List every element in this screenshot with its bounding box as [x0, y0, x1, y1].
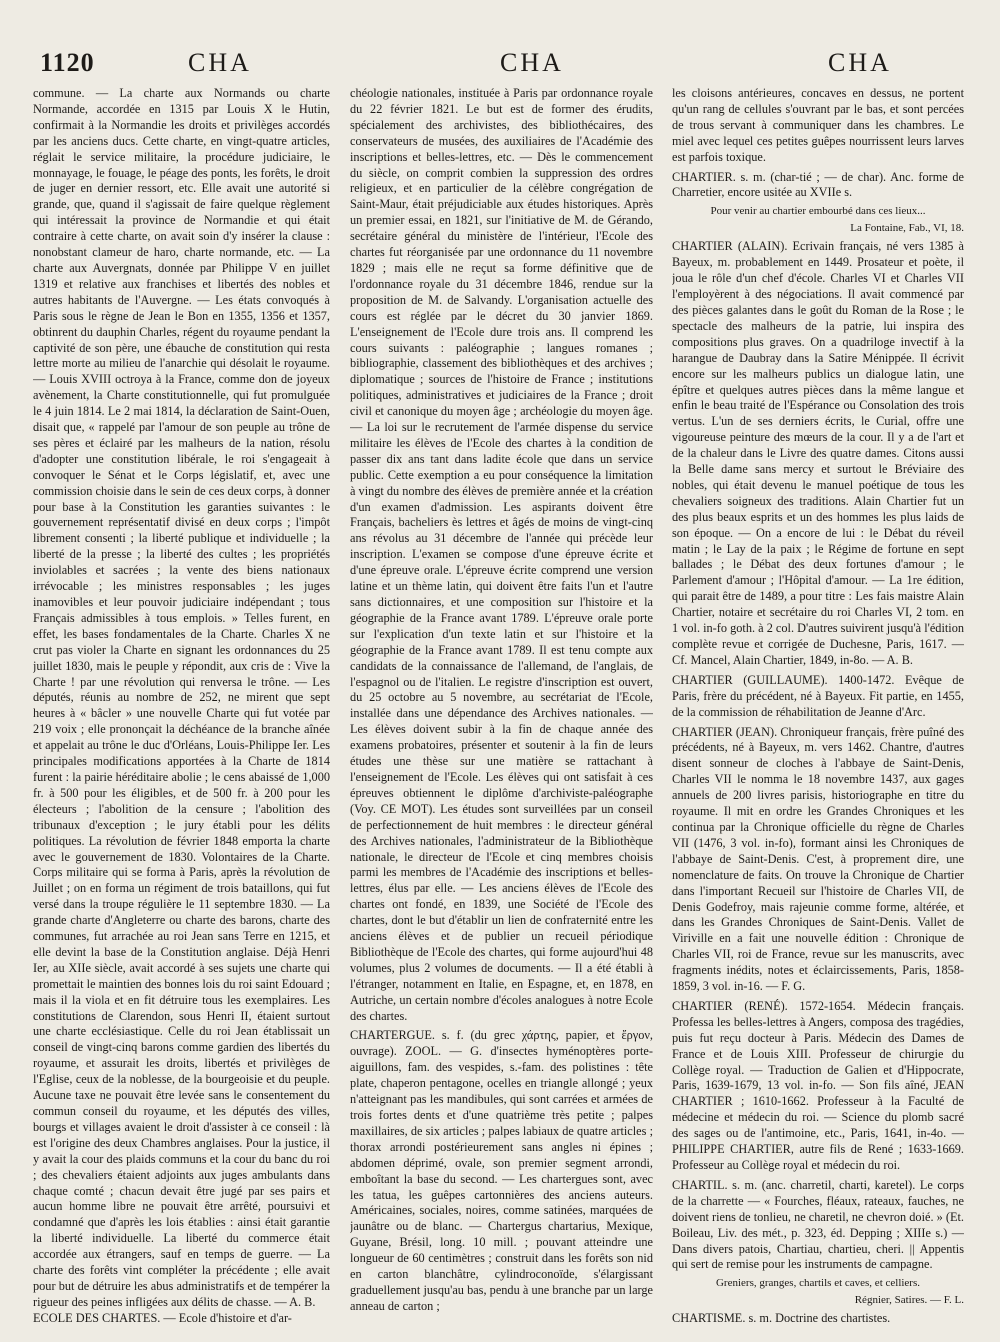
- chartergue-entry: CHARTERGUE. s. f. (du grec χάρτης, papier, et ἔργον, ouvrage). ZOOL. — G. d'insectes hyménoptères porte-aiguillons, fam. des vespides, s.-fam. des polistines : tête plate, chaperon pentagone, ocelles en triangle allongé ; yeux n'atteignant pas les mandibules, qui sont carrées et armées de trois fortes dents et d'une quatrième très petite ; palpes maxillaires, de six articles ; palpes labiaux de quatre articles ; thorax arrondi postérieurement sans angles ni épines ; abdomen déprimé, ovale, son premier segment arrondi, emboîtant la base du second. — Les chartergues sont, avec les tatua, les guêpes cartonnières des anciens auteurs. Américaines, sociales, noires, comme satinées, marquées de jaunâtre ou de blanc. — Chartergus chartarius, Mexique, Guyane, Brésil, long. 10 mill. ; pouvant atteindre une longueur de 60 centimètres ; construit dans les forêts son nid en carton blanchâtre, cylindroconoïde, s'élargissant graduellement jusqu'au bas, pendu à une branche par un large anneau de carton ;: [350, 1028, 653, 1313]
- chartier-guillaume-entry: CHARTIER (GUILLAUME). 1400-1472. Evêque de Paris, frère du précédent, né à Bayeux. Fit partie, en 1455, de la commission de réhabilitation de Jeanne d'Arc.: [672, 672, 964, 719]
- chartier-rene-entry: CHARTIER (RENÉ). 1572-1654. Médecin français. Professa les belles-lettres à Angers, composa des tragédies, puis fut reçu docteur à Paris. Médecin des Dames de France et de Louis XIII. Professeur de chirurgie du Collège royal. — Traduction de Galien et d'Hippocrate, Paris, 1639-1679, 13 vol. in-fo. — Son fils aîné, JEAN CHARTIER ; 1610-1662. Professeur à la Faculté de médecine et médecin du roi. — Science du plomb sacré des sages ou de l'antimoine, etc., Paris, 1641, in-4o. — PHILIPPE CHARTIER, autre fils de René ; 1633-1669. Professeur au Collège royal et médecin du roi.: [672, 998, 964, 1172]
- chartisme-entry: CHARTISME. s. m. Doctrine des chartistes.: [672, 1311, 891, 1326]
- la-fontaine-quote-source: La Fontaine, Fab., VI, 18.: [850, 222, 964, 235]
- running-head-center: CHA: [500, 48, 564, 77]
- chartergue-entry-end: les cloisons antérieures, concaves en dessus, ne portent qu'un rang de cellules s'ouvrant par le bas, et sont percées de trous servant à communiquer dans les chambres. Le miel avec lequel ces petites guêpes nourrissent leurs larves est parfois toxique.: [672, 86, 964, 164]
- chartier-jean-entry: CHARTIER (JEAN). Chroniqueur français, frère puîné des précédents, né à Bayeux, m. vers 1462. Chantre, d'autres disent sonneur de cloches à l'abbaye de Saint-Denis, Charles VII le nomma le 18 novembre 1437, aux gages annuels de 200 livres parisis, historiographe en titre du royaume. Il mit en ordre les Grandes Chroniques et les continua par la Chronique officielle du règne de Charles VII (1476, 3 vol. in-fo), formant ainsi les Chroniques de l'abbaye de Saint-Denis. C'est, à proprement dire, une nomenclature de faits. On trouve la Chronique de Chartier dans l'important Recueil sur l'histoire de Charles VII, de Denis Godefroy, mais rajeunie comme forme, altérée, et dans les Grandes Chroniques de Saint-Denis. Vallet de Viriville en a fait une nouvelle édition : Chronique de Charles VII, roi de France, revue sur les manuscrits, avec fragments inédits, notes et éclaircissements, Paris, 1858-1859, 3 vol. in-16. — F. G.: [672, 724, 964, 994]
- regnier-quote: Greniers, granges, chartils et caves, et celliers.: [715, 1277, 921, 1290]
- running-head-right: CHA: [828, 48, 892, 77]
- column-2: [350, 86, 653, 1326]
- regnier-quote-source: Régnier, Satires. — F. L.: [854, 1294, 964, 1307]
- running-head-left: CHA: [188, 48, 252, 77]
- chartier-alain-entry: CHARTIER (ALAIN). Ecrivain français, né vers 1385 à Bayeux, m. probablement en 1449. Prosateur et poète, il joua le rôle d'un chef d'école. Charles VI et Charles VII l'employèrent à des négociations. Il avait commencé par des pièces galantes dans le goût du Roman de la Rose ; le spectacle des malheurs de la patrie, lui inspira des compositions plus graves. On a quadriloge invectif à la harangue de Daubray dans la Satire Ménippée. Il écrivit encore sur les malheurs publics un dialogue latin, une épître et quelques autres pièces dans la même langue et enfin le beau traité de l'Espérance ou Consolation des trois vertus. L'un de ses derniers écrits, le Curial, offre une vigoureuse peinture des mœurs de la cour. Il y a de l'art et de la chaleur dans le Livre des quatre dames. Citons aussi la Belle dame sans mercy et surtout le Bréviaire des nobles, qui était devenu le manuel poétique de tous les chevaliers soigneux des traditions. Alain Chartier fut un des plus beaux esprits et un des hommes les plus laids de son époque. — On a encore de lui : le Débat du réveil matin ; le Lay de la paix ; le Régime de fortune en sept ballades ; le Débat des deux fortunes d'amour ; le Parlement d'amour ; l'Hôpital d'amour. — La 1re édition, qui parait être de 1489, a pour titre : Les fais maistre Alain Chartier, notaire et secrétaire du roi Charles VI, 2 tom. en 1 vol. in-fo goth. à 2 col. D'autres suivirent jusqu'à l'édition complète revue et corrigée de Duchesne, Paris, 1617. — Cf. Mancel, Alain Chartier, 1849, in-8o. — A. B.: [672, 239, 964, 667]
- chartier-noun-entry: CHARTIER. s. m. (char-tié ; — de char). Anc. forme de Charretier, encore usitée au XVIIe s.: [672, 169, 964, 200]
- chartil-entry: CHARTIL. s. m. (anc. charretil, charti, karetel). Le corps de la charrette — « Fourches, fléaux, rateaux, fauches, ne doivent riens de tonlieu, ne charetil, ne chevron doié. » (Et. Boileau, Liv. des mét., p. 323, éd. Depping ; XIIIe s.) — Dans divers patois, Chartiau, chartieu, cheri. || Appentis qui sert de remise pour les instruments de campagne.: [672, 1177, 964, 1272]
- ecole-des-chartes-entry: chéologie nationales, instituée à Paris par ordonnance royale du 22 février 1821. Le but est de former des érudits, spécialement des archivistes, des bibliothécaires, des conservateurs de musées, des auxiliaires de l'Académie des inscriptions et belles-lettres, etc. — Dès le commencement du siècle, on comprit combien la suppression des ordres religieux, et en particulier de la célèbre congrégation de Saint-Maur, était préjudiciable aux études historiques. Après un premier essai, en 1821, sur l'initiative de M. de Gérando, secrétaire général du ministère de l'intérieur, l'Ecole des chartes fut réorganisée par une ordonnance du 11 novembre 1829 ; mais elle ne reçut sa forme définitive que de l'ordonnance royale du 31 décembre 1846, rendue sur la proposition de M. de Salvandy. L'organisation actuelle des cours est réglée par le décret du 30 janvier 1869. L'enseignement de l'Ecole dure trois ans. Il comprend les cours suivants : paléographie ; langues romanes ; bibliographie, classement des bibliothèques et des archives ; diplomatique ; sources de l'histoire de France ; institutions politiques, administratives et judiciaires de la France ; droit civil et canonique du moyen âge ; archéologie du moyen âge. — La loi sur le recrutement de l'armée dispense du service militaire les élèves de l'Ecole des chartes à la condition de passer dix ans tant dans ladite école que dans un service public. Cette exemption a eu pour conséquence la limitation à vingt du nombre des élèves de première année et la création d'un examen d'admission. Les aspirants doivent être Français, bacheliers ès lettres et âgés de moins de vingt-cinq ans révolus au 31 décembre de l'année qui précède leur inscription. L'examen se compose d'une épreuve écrite et d'une épreuve orale. L'épreuve écrite comprend une version latine et un thème latin, qui doivent être faits l'un et l'autre sans dictionnaires, et une composition sur l'histoire et la géographie de la France avant 1789. L'épreuve orale porte sur l'explication d'un texte latin et sur l'histoire et la géographie de la France avant 1789. Il est tenu compte aux candidats de la connaissance de l'allemand, de l'anglais, de l'espagnol ou de l'italien. Le registre d'inscription est ouvert, du 25 octobre au 5 novembre, au secrétariat de l'Ecole, installée dans une dépendance des Archives nationales. — Les élèves doivent subir à la fin de chaque année des examens probatoires, présenter et soutenir à la fin de leurs études une thèse sur une matière se rattachant à l'enseignement de l'Ecole. Les élèves qui ont satisfait à ces épreuves obtiennent le diplôme d'archiviste-paléographe (Voy. CE MOT). Les études sont surveillées par un conseil de perfectionnement de huit membres : le directeur général des Archives nationales, l'administrateur de la Bibliothèque nationale, le directeur de l'Ecole et cinq membres choisis parmi les membres de l'Académie des inscriptions et belles-lettres, élus par elle. — Les anciens élèves de l'Ecole des chartes ont fondé, en 1839, une Société de l'Ecole des chartes, dont le but d'établir un lien de confraternité entre les anciens élèves et de publier un recueil périodique Bibliothèque de l'Ecole des chartes, qui forme aujourd'hui 48 volumes, plus 2 volumes de documents. — Il a été établi à l'étranger, notamment en Italie, en Espagne, et, en 1878, en Autriche, un certain nombre d'écoles analogues à notre Ecole des chartes.: [350, 86, 653, 1023]
- column-1: [33, 86, 330, 1326]
- page-header: [28, 44, 962, 84]
- la-fontaine-quote: Pour venir au chartier embourbé dans ces lieux...: [710, 205, 926, 218]
- column-3: [672, 86, 964, 1326]
- charte-continued-paragraph: commune. — La charte aux Normands ou charte Normande, accordée en 1315 par Louis X le Hutin, confirmait à la Normandie les droits et privilèges accordés par les anciens ducs. Cette charte, en vingt-quatre articles, réglait le service militaire, la procédure judiciaire, le monnayage, le fouage, le péage des ponts, les forêts, le droit de juger en dernier ressort, etc. Elle avait une autorité si grande, que, quand il s'agissait de faire quelque règlement qui intéressait la province de Normandie et qui était contraire à cette charte, on avait soin d'y insérer la clause : nonobstant clameur de haro, charte normande, etc. — La charte aux Auvergnats, donnée par Philippe V en juillet 1319 et relative aux franchises et libertés des nobles et autres habitants de l'Auvergne. — Les états convoqués à Paris sous le règne de Jean le Bon en 1355, 1356 et 1357, obtinrent du dauphin Charles, régent du royaume pendant la captivité de son père, une ébauche de constitution qui resta lettre morte au milieu de l'anarchie qui désolait le royaume. — Louis XVIII octroya à la France, comme don de joyeux avènement, la Charte constitutionnelle, qui fut promulguée le 4 juin 1814. Le 2 mai 1814, la déclaration de Saint-Ouen, disait que, « rappelé par l'amour de son peuple au trône de ses pères et éclairé par les malheurs de la nation, résolu d'adopter une constitution libérale, le roi s'engageait à convoquer le Sénat et le Corps législatif, et, avec une commission choisie dans le sein de ces deux corps, à donner pour base à la Constitution les garanties suivantes : le gouvernement représentatif divisé en deux corps ; l'impôt librement consenti ; la liberté publique et individuelle ; la liberté de la presse ; la liberté des cultes ; les propriétés inviolables et sacrées ; la vente des biens nationaux irrévocable ; les ministres responsables ; les juges inamovibles et leur pouvoir judiciaire indépendant ; tous Français admissibles à tous emplois. » Telles furent, en effet, les bases fondamentales de la Charte. Charles X ne crut pas violer la Charte en signant les ordonnances du 25 juillet 1830, mais le peuple y répondit, aux cris de : Vive la Charte ! par une révolution qui renversa le trône. — Les députés, réunis au nombre de 252, ne mirent que sept heures à « bâcler » une nouvelle Charte qui fut votée par 219 voix ; elle prononçait la déchéance de la branche aînée et appelait au trône le duc d'Orléans, Louis-Philippe Ier. Les principales modifications apportées à la Charte de 1814 furent : la pairie héréditaire abolie ; le cens abaissé de 1,000 fr. à 500 pour les éligibles, et de 500 fr. à 200 pour les électeurs ; l'abolition de la censure ; l'abolition des tribunaux d'exception ; le jury établi pour les délits politiques. La révolution de février 1848 emporta la charte avec le gouvernement de 1830. Volontaires de la Charte. Corps militaire qui se forma à Paris, après la révolution de Juillet ; on en forma un régiment de trois bataillons, qui fut versé dans la troupe régulière le 11 septembre 1830. — La grande charte d'Angleterre ou charte des barons, charte des communes, fut arrachée au roi Jean sans Terre en 1215, et elle devint la base de la Constitution anglaise. Déjà Henri Ier, au XIIe siècle, avait accordé à ses sujets une charte qui promettait le maintien des bonnes lois du roi saint Edouard ; mais il la viola et en fit détruire tous les exemplaires. Les constitutions de Clarendon, sous Henri II, étaient surtout une charte ecclésiastique. Celle du roi Jean établissait un conseil de vingt-cinq barons comme gardien des libertés du royaume, et assurait les droits, libertés et privilèges de l'Eglise, ceux de la noblesse, de la bourgeoisie et du peuple. Aucune taxe ne pouvait être levée sans le consentement du commun conseil du royaume, et les députés des villes, bourgs et villages avaient le droit d'assister à ce conseil : là est l'origine des deux Chambres anglaises. Pour la justice, il y avait la cour des plaids communs et la cour du banc du roi ; des chevaliers étaient adjoints aux juges ambulants dans chaque comté ; chacun devait être jugé par ses pairs et aucun homme libre ne pouvait être arrêté, poursuivi et condamné que d'après les lois établies : ainsi était garantie la liberté individuelle. La liberté du commerce était accordée aux étrangers, sauf en temps de guerre. — La charte des forêts vint compléter la précédente ; elle avait pour but de détruire les abus administratifs et de tempérer la rigueur des peines infligées aux délits de chasse. — A. B.: [33, 86, 330, 1309]
- ecole-des-chartes-entry-start: ECOLE DES CHARTES. — Ecole d'histoire et d'ar-: [33, 1310, 292, 1325]
- page-number: 1120: [40, 48, 95, 77]
